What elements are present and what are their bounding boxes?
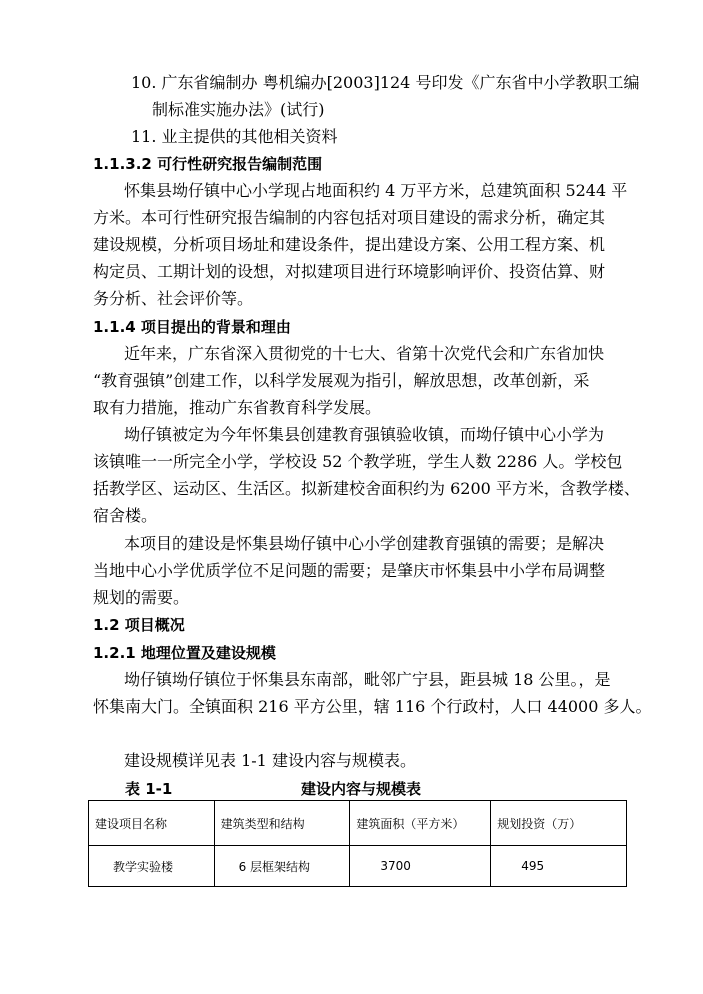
paragraph-line: 怀集县坳仔镇中心小学现占地面积约 4 万平方米，总建筑面积 5244 平 [124, 181, 628, 200]
paragraph-line: 方米。本可行性研究报告编制的内容包括对项目建设的需求分析，确定其 [93, 208, 606, 227]
reference-item-10-line1: 10. 广东省编制办 粤机编办[2003]124 号印发《广东省中小学教职工编 [131, 73, 640, 92]
paragraph-line: 宿舍楼。 [93, 506, 158, 525]
table-title: 建设内容与规模表 [301, 780, 422, 798]
table-caption: 表 1-1 [125, 780, 173, 798]
table-cell-investment: 495 [491, 846, 627, 887]
paragraph-line: 取有力措施，推动广东省教育科学发展。 [93, 398, 382, 417]
reference-item-10-line2: 制标准实施办法》(试行) [152, 100, 325, 119]
paragraph-line: 近年来，广东省深入贯彻党的十七大、省第十次党代会和广东省加快 [124, 344, 605, 363]
paragraph-line: 本项目的建设是怀集县坳仔镇中心小学创建教育强镇的需要；是解决 [124, 534, 605, 553]
paragraph-line: 怀集南大门。全镇面积 216 平方公里，辖 116 个行政村，人口 44000 多人。 [93, 697, 652, 716]
table-header-row [89, 801, 627, 846]
paragraph-line: 该镇唯一一所完全小学，学校设 52 个教学班，学生人数 2286 人。学校包 [93, 452, 623, 471]
paragraph-line: 当地中心小学优质学位不足问题的需要；是肇庆市怀集县中小学布局调整 [93, 561, 606, 580]
table-cell-name: 教学实验楼 [89, 846, 215, 887]
section-heading-121: 1.2.1 地理位置及建设规模 [93, 644, 276, 662]
table-reference-note: 建设规模详见表 1-1 建设内容与规模表。 [124, 751, 416, 770]
paragraph-line: 括教学区、运动区、生活区。拟新建校舍面积约为 6200 平方米，含教学楼、 [93, 479, 640, 498]
section-heading-114: 1.1.4 项目提出的背景和理由 [93, 318, 291, 336]
paragraph-line: 建设规模，分析项目场址和建设条件，提出建设方案、公用工程方案、机 [93, 235, 606, 254]
table-header-cell: 建设项目名称 [89, 801, 215, 846]
section-heading-12: 1.2 项目概况 [93, 616, 185, 634]
paragraph-line: 规划的需要。 [93, 588, 190, 607]
construction-scale-table [88, 800, 627, 887]
table-cell-structure: 6 层框架结构 [214, 846, 350, 887]
reference-item-11: 11. 业主提供的其他相关资料 [131, 127, 338, 146]
section-heading-1132: 1.1.3.2 可行性研究报告编制范围 [93, 155, 323, 173]
table-row [89, 846, 627, 887]
table-cell-area: 3700 [350, 846, 491, 887]
paragraph-line: “教育强镇”创建工作，以科学发展观为指引，解放思想，改革创新，采 [93, 371, 590, 390]
paragraph-line: 构定员、工期计划的设想，对拟建项目进行环境影响评价、投资估算、财 [93, 262, 606, 281]
table-header-cell: 建筑类型和结构 [214, 801, 350, 846]
paragraph-line: 坳仔镇坳仔镇位于怀集县东南部，毗邻广宁县，距县城 18 公里。，是 [124, 670, 611, 689]
paragraph-line: 坳仔镇被定为今年怀集县创建教育强镇验收镇，而坳仔镇中心小学为 [124, 425, 605, 444]
table-header-cell: 规划投资（万） [491, 801, 627, 846]
table-header-cell: 建筑面积（平方米） [350, 801, 491, 846]
paragraph-line: 务分析、社会评价等。 [93, 289, 254, 308]
